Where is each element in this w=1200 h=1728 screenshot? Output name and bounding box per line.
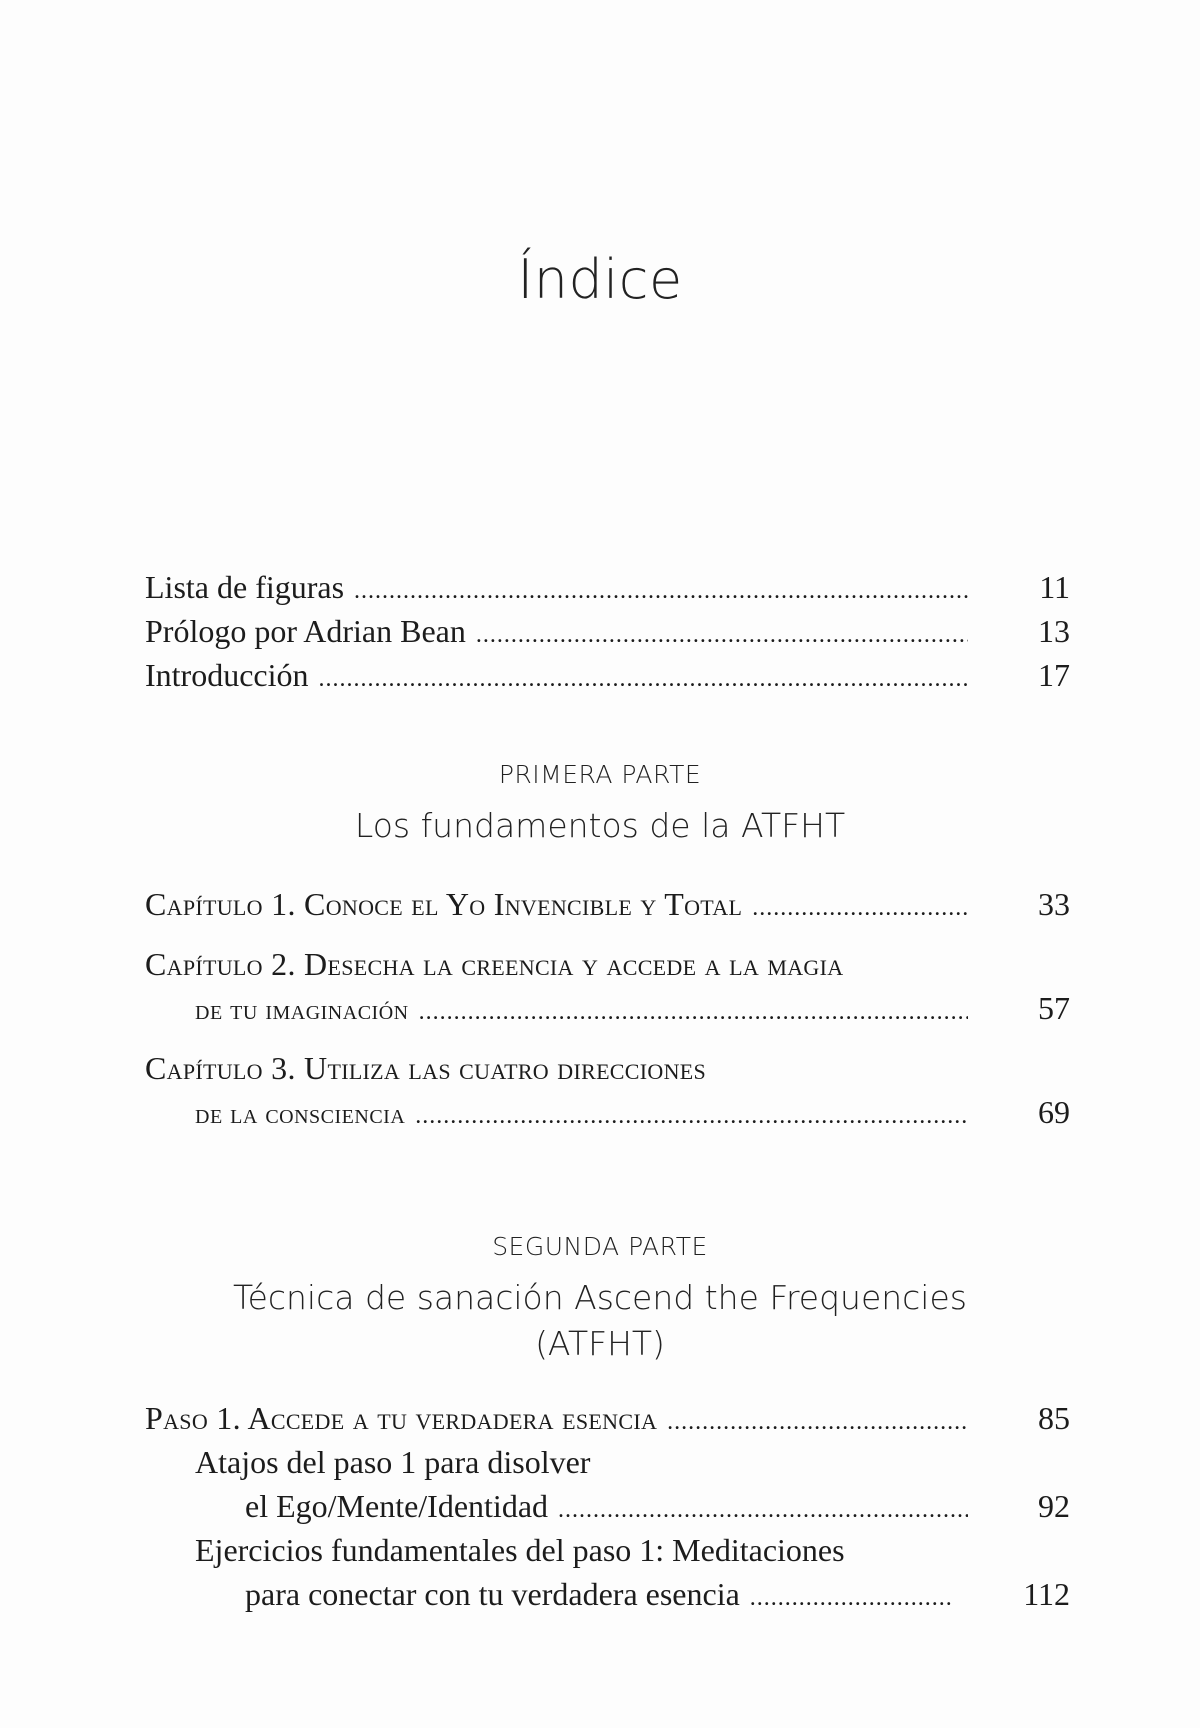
toc-entry-label: Capítulo 1. Conoce el Yo Invencible y Total bbox=[145, 886, 743, 922]
toc-entry-chapter-2-line1[interactable] bbox=[145, 942, 1070, 986]
toc-entry-exercises-line2[interactable] bbox=[145, 1572, 1070, 1616]
part1-label: PRIMERA PARTE bbox=[498, 760, 702, 789]
toc-page-number: 57 bbox=[1038, 990, 1070, 1026]
leader-dots bbox=[558, 1488, 968, 1532]
part2-title bbox=[0, 1275, 1200, 1367]
toc-page-number: 13 bbox=[1038, 613, 1070, 649]
leader-dots bbox=[419, 990, 968, 1034]
toc-entry-label: Introducción bbox=[145, 657, 309, 693]
toc-entry-exercises-line1[interactable] bbox=[145, 1528, 1070, 1572]
toc-entry-label: Lista de figuras bbox=[145, 569, 345, 605]
leader-dots bbox=[476, 613, 968, 657]
leader-dots bbox=[752, 886, 968, 930]
toc-entry-shortcuts-line1[interactable] bbox=[145, 1440, 1070, 1484]
toc-entry-label: Capítulo 3. Utiliza las cuatro direcciones bbox=[145, 1050, 707, 1086]
part1-chapter-list bbox=[145, 882, 1070, 1134]
toc-entry-label-continued: de tu imaginación bbox=[195, 995, 409, 1026]
toc-page-number: 85 bbox=[1038, 1400, 1070, 1436]
leader-dots bbox=[354, 569, 969, 613]
toc-entry-chapter-3-line1[interactable] bbox=[145, 1046, 1070, 1090]
toc-entry-introduction[interactable] bbox=[145, 653, 1070, 697]
toc-entry-prologue[interactable] bbox=[145, 609, 1070, 653]
toc-page-number: 17 bbox=[1038, 657, 1070, 693]
part1-header bbox=[0, 760, 1200, 849]
part2-title-line2: (ATFHT) bbox=[535, 1324, 665, 1363]
toc-entry-label-continued: el Ego/Mente/Identidad bbox=[245, 1488, 549, 1524]
toc-page-number: 33 bbox=[1038, 886, 1070, 922]
toc-entry-label-continued: de la consciencia bbox=[195, 1099, 406, 1130]
part2-header bbox=[0, 1232, 1200, 1367]
toc-entry-step-1[interactable] bbox=[145, 1396, 1070, 1440]
leader-dots bbox=[750, 1576, 953, 1620]
toc-entry-chapter-1[interactable] bbox=[145, 882, 1070, 926]
part1-title: Los fundamentos de la ATFHT bbox=[354, 806, 846, 845]
toc-entry-figures[interactable] bbox=[145, 565, 1070, 609]
part2-label: SEGUNDA PARTE bbox=[492, 1232, 708, 1261]
toc-page-number: 69 bbox=[1038, 1094, 1070, 1130]
toc-page-number: 92 bbox=[1038, 1488, 1070, 1524]
toc-page-number: 11 bbox=[1039, 569, 1070, 605]
toc-entry-label: Prólogo por Adrian Bean bbox=[145, 613, 466, 649]
toc-entry-label: Atajos del paso 1 para disolver bbox=[195, 1444, 591, 1480]
toc-entry-shortcuts-line2[interactable] bbox=[145, 1484, 1070, 1528]
part2-title-line1: Técnica de sanación Ascend the Frequencies bbox=[233, 1278, 967, 1317]
leader-dots bbox=[415, 1094, 968, 1138]
part2-entry-list bbox=[145, 1396, 1070, 1616]
toc-entry-label: Paso 1. Accede a tu verdadera esencia bbox=[145, 1400, 658, 1436]
leader-dots bbox=[319, 657, 969, 701]
toc-entry-chapter-3-line2[interactable] bbox=[145, 1090, 1070, 1134]
toc-entry-label-continued: para conectar con tu verdadera esencia bbox=[245, 1576, 740, 1612]
toc-entry-chapter-2-line2[interactable] bbox=[145, 986, 1070, 1030]
front-matter-list bbox=[145, 565, 1070, 697]
toc-entry-label: Ejercicios fundamentales del paso 1: Meditaciones bbox=[195, 1532, 845, 1568]
toc-page-number: 112 bbox=[1023, 1576, 1070, 1612]
leader-dots bbox=[667, 1400, 968, 1444]
page-title: Índice bbox=[517, 248, 683, 311]
toc-entry-label: Capítulo 2. Desecha la creencia y accede a la magia bbox=[145, 946, 844, 982]
